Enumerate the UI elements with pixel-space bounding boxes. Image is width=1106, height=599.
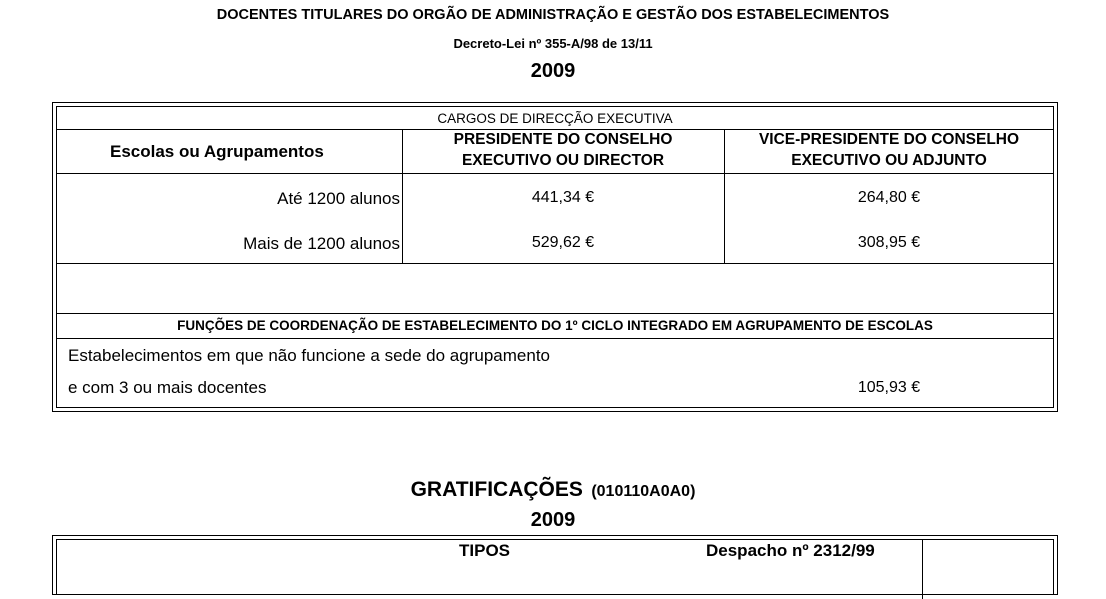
row-divider	[56, 313, 1054, 314]
tipos-column-header: TIPOS	[459, 541, 511, 560]
row-divider	[56, 129, 1054, 130]
row-divider	[56, 338, 1054, 339]
gratificacoes-code: (010110A0A0)	[591, 483, 696, 500]
coordination-line2: e com 3 ou mais docentes	[68, 378, 267, 397]
column-divider	[922, 539, 923, 599]
row-label: Mais de 1200 alunos	[243, 234, 400, 253]
schools-column-header: Escolas ou Agrupamentos	[110, 142, 324, 161]
gratificacoes-title: GRATIFICAÇÕES	[410, 478, 583, 501]
row-label: Até 1200 alunos	[277, 189, 400, 208]
president-value: 441,34 €	[531, 189, 595, 206]
row-divider	[56, 263, 1054, 264]
president-column-header-line2: EXECUTIVO OU DIRECTOR	[461, 152, 665, 169]
gratificacoes-year: 2009	[530, 509, 576, 531]
year-heading: 2009	[530, 60, 576, 82]
row-divider	[56, 173, 1054, 174]
president-column-header-line1: PRESIDENTE DO CONSELHO	[453, 131, 673, 148]
table2-inner-border	[56, 539, 1054, 595]
vice-column-header-line2: EXECUTIVO OU ADJUNTO	[791, 152, 987, 169]
president-value: 529,62 €	[531, 234, 595, 251]
executive-section-header: CARGOS DE DIRECÇÃO EXECUTIVA	[437, 111, 673, 126]
document-title: DOCENTES TITULARES DO ORGÃO DE ADMINISTRAÇÃO E GESTÃO DOS ESTABELECIMENTOS	[216, 7, 890, 23]
coordination-line1: Estabelecimentos em que não funcione a sede do agrupamento	[68, 346, 550, 365]
coordination-section-header: FUNÇÕES DE COORDENAÇÃO DE ESTABELECIMENTO DO 1º CICLO INTEGRADO EM AGRUPAMENTO DE ESCOLAS	[177, 318, 933, 333]
vice-value: 308,95 €	[857, 234, 921, 251]
vice-value: 264,80 €	[857, 189, 921, 206]
gratificacoes-heading	[0, 478, 1106, 502]
vice-column-header-line1: VICE-PRESIDENTE DO CONSELHO	[758, 131, 1020, 148]
coordination-value: 105,93 €	[857, 379, 921, 396]
decree-reference: Decreto-Lei nº 355-A/98 de 13/11	[453, 36, 653, 51]
despacho-column-header: Despacho nº 2312/99	[706, 541, 875, 560]
